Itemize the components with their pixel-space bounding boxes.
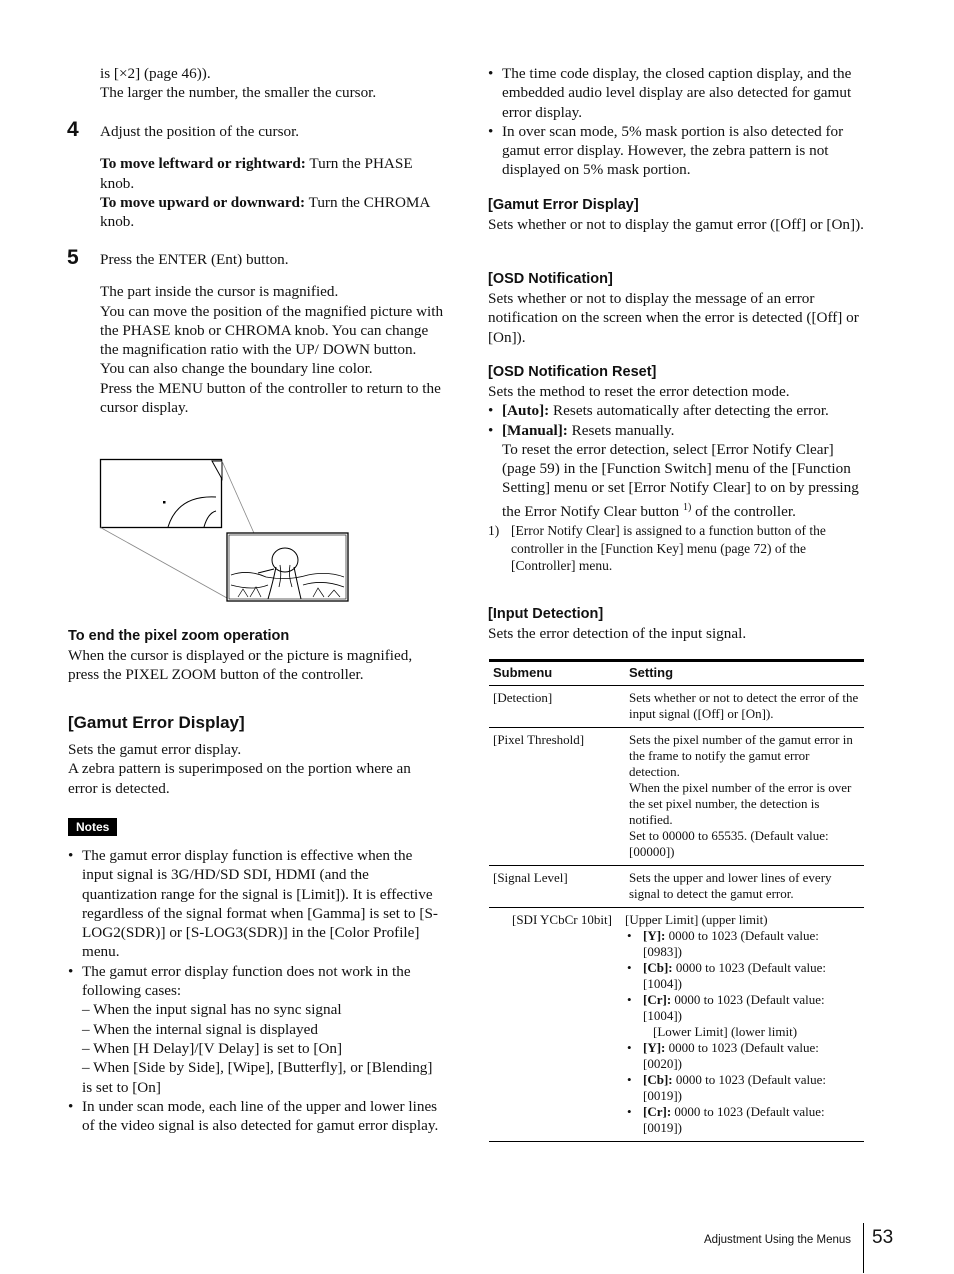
end-zoom-heading: To end the pixel zoom operation xyxy=(68,628,290,644)
step-continuation xyxy=(100,64,445,103)
step-number-4: 4 xyxy=(67,118,79,141)
gamut-error-para: A zebra pattern is superimposed on the portion where an error is detected. xyxy=(68,760,411,797)
page-number: 53 xyxy=(872,1227,894,1248)
list-item: • [Y]: 0000 to 1023 (Default value: [0020]) xyxy=(625,1040,860,1072)
step-5 xyxy=(100,250,445,417)
step-5-para: You can move the position of the magnified picture with the PHASE knob or CHROMA knob. You can change the magnification ratio with the UP/ DOWN button. xyxy=(100,302,444,359)
continuation-line: The larger the number, the smaller the cursor. xyxy=(100,84,377,102)
submenu-cell: [SDI YCbCr 10bit] xyxy=(512,912,612,927)
list-item: • [Cb]: 0000 to 1023 (Default value: [0019]) xyxy=(625,1072,860,1104)
osd-notification-text: Sets whether or not to display the message of an error notification on the screen when the error is detected ([Off] or [On]). xyxy=(488,290,859,346)
notes-label: Notes xyxy=(68,818,117,836)
gamut-display-text: Sets whether or not to display the gamut error ([Off] or [On]). xyxy=(488,216,864,233)
notes-list xyxy=(68,846,443,1135)
step-4 xyxy=(100,122,445,231)
submenu-cell: [Signal Level] xyxy=(489,866,625,908)
table-row xyxy=(489,908,864,1142)
setting-cell: Sets the pixel number of the gamut error in the frame to notify the gamut error detection. When the pixel number of the error is over the set pixel number, the detection is notified. Set to 00000 to 65535. (Default value: [00000]) xyxy=(625,728,864,866)
setting-cell: Sets the upper and lower lines of every signal to detect the gamut error. xyxy=(625,866,864,908)
step-5-para: The part inside the cursor is magnified. xyxy=(100,283,339,301)
lower-limit-list xyxy=(625,1040,860,1136)
step-5-text: Press the ENTER (Ent) button. xyxy=(100,251,289,268)
footnote xyxy=(488,522,864,575)
updown-instruction: To move upward or downward: Turn the CHROMA knob. xyxy=(100,193,430,231)
input-detection-text: Sets the error detection of the input signal. xyxy=(488,625,747,642)
list-item: • [Y]: 0000 to 1023 (Default value: [0983]) xyxy=(625,928,860,960)
end-zoom-text: When the cursor is displayed or the picture is magnified, press the PIXEL ZOOM button of the controller. xyxy=(68,647,413,684)
list-item: • [Cr]: 0000 to 1023 (Default value: [1004]) xyxy=(625,992,860,1024)
table-row xyxy=(489,728,864,866)
column-header-setting: Setting xyxy=(625,661,864,686)
footer-divider xyxy=(863,1223,864,1273)
note-case: – When [H Delay]/[V Delay] is set to [On] xyxy=(82,1039,343,1057)
note-case: – When [Side by Side], [Wipe], [Butterfly], or [Blending] is set to [On] xyxy=(82,1059,433,1096)
note-item: • The gamut error display function does not work in the following cases: xyxy=(68,962,443,1001)
notes-list-continued xyxy=(488,64,864,180)
note-item: • In over scan mode, 5% mask portion is also detected for gamut error display. However, the zebra pattern is not displayed on 5% mask portion. xyxy=(488,122,864,180)
upper-limit-list xyxy=(625,928,860,1024)
gamut-error-section xyxy=(68,712,443,798)
table-row xyxy=(489,866,864,908)
setting-cell xyxy=(625,908,864,1136)
lower-limit-label: [Lower Limit] (lower limit) xyxy=(653,1024,798,1039)
submenu-cell: [Detection] xyxy=(489,686,625,728)
notes-badge xyxy=(68,818,117,836)
footer-section-name: Adjustment Using the Menus xyxy=(704,1234,852,1246)
note-item: • The time code display, the closed caption display, and the embedded audio level display are also detected for gamut error display. xyxy=(488,64,864,122)
osd-reset-heading: [OSD Notification Reset] xyxy=(488,364,657,380)
input-detection-section xyxy=(488,605,864,643)
auto-option: • [Auto]: Resets automatically after detecting the error. xyxy=(488,401,864,420)
osd-reset-section xyxy=(488,363,864,575)
osd-reset-text: Sets the method to reset the error detection mode. xyxy=(488,383,790,400)
gamut-error-para: Sets the gamut error display. xyxy=(68,741,242,758)
gamut-display-section xyxy=(488,196,864,234)
upper-limit-label: [Upper Limit] (upper limit) xyxy=(625,912,768,927)
note-item: • In under scan mode, each line of the upper and lower lines of the video signal is also detected for gamut error display. xyxy=(68,1097,443,1136)
list-item: • [Cr]: 0000 to 1023 (Default value: [0019]) xyxy=(625,1104,860,1136)
leftright-instruction: To move leftward or rightward: Turn the PHASE knob. xyxy=(100,155,413,192)
input-detection-heading: [Input Detection] xyxy=(488,606,604,622)
continuation-line: is [×2] (page 46)). xyxy=(100,65,211,82)
step-4-text: Adjust the position of the cursor. xyxy=(100,123,300,140)
setting-cell: Sets whether or not to detect the error of the input signal ([Off] or [On]). xyxy=(625,686,864,728)
reset-instructions: To reset the error detection, select [Error Notify Clear] (page 59) in the [Function Switch] menu of the [Function Setting] menu or set [Error Notify Clear] to on by pressing the Error Notify Clear button $^{1)}$ of the controller. xyxy=(502,440,859,520)
input-detection-table xyxy=(489,659,864,1142)
submenu-cell: [Pixel Threshold] xyxy=(489,728,625,866)
osd-notification-section xyxy=(488,270,864,347)
footnote-text: [Error Notify Clear] is assigned to a function button of the controller in the [Function Key] menu (page 72) of the [Controller] menu. xyxy=(511,523,826,574)
step-5-para: You can also change the boundary line color. xyxy=(100,360,373,378)
manual-option: • [Manual]: Resets manually. xyxy=(488,421,864,440)
table-row xyxy=(489,686,864,728)
sdi-row xyxy=(489,908,864,1142)
note-case: – When the internal signal is displayed xyxy=(82,1020,318,1038)
pixel-zoom-illustration xyxy=(98,457,352,605)
list-item: • [Cb]: 0000 to 1023 (Default value: [1004]) xyxy=(625,960,860,992)
note-item: • The gamut error display function is effective when the input signal is 3G/HD/SD SDI, HDMI (and the quantization range for the signal is [Limit]). It is effective regardless of the signal format when [Gamma] is set to [S-LOG2(SDR)] or [S-LOG3(SDR)] in the [Color Profile] menu. xyxy=(68,846,443,962)
footnote-number: 1) xyxy=(488,523,500,539)
osd-notification-heading: [OSD Notification] xyxy=(488,271,613,287)
column-header-submenu: Submenu xyxy=(489,661,625,686)
gamut-display-heading: [Gamut Error Display] xyxy=(488,197,639,213)
gamut-error-heading: [Gamut Error Display] xyxy=(68,713,245,732)
step-number-5: 5 xyxy=(67,246,79,269)
step-5-para: Press the MENU button of the controller to return to the cursor display. xyxy=(100,379,441,417)
note-case: – When the input signal has no sync signal xyxy=(82,1001,342,1019)
end-zoom-section xyxy=(68,627,443,685)
